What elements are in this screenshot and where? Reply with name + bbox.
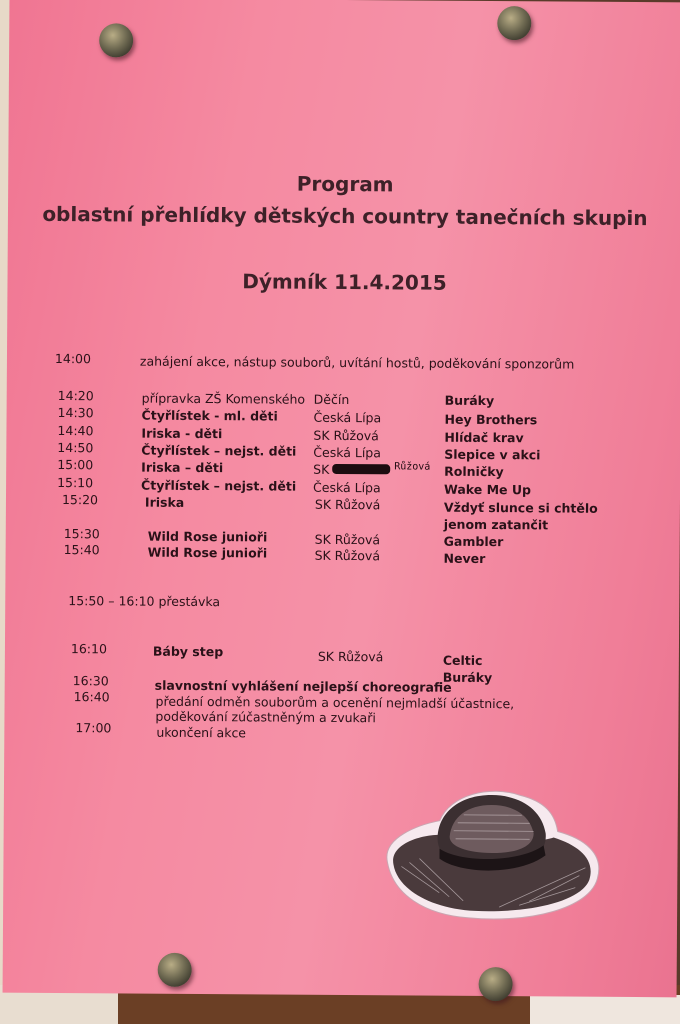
- row-club: Česká Lípa: [313, 444, 381, 461]
- row-time: 14:50: [57, 440, 94, 456]
- poster-subtitle: oblastní přehlídky dětských country tanečních skupin: [42, 201, 648, 231]
- row-club: SK Růžová: [313, 427, 379, 444]
- row-dance: Wake Me Up: [444, 481, 532, 498]
- row-club: Česká Lípa: [313, 479, 381, 496]
- handwritten-note: Růžová: [394, 461, 431, 473]
- row-group: Iriska - děti: [141, 425, 223, 442]
- row-time: 15:10: [57, 475, 94, 491]
- row-time: 14:30: [57, 405, 94, 421]
- pushpin-icon: [158, 953, 192, 987]
- row-group: Báby step: [152, 643, 224, 660]
- row-dance: Hlídač krav: [444, 429, 524, 446]
- closing-time: 16:30: [72, 673, 109, 689]
- row-club: SK Růžová: [314, 547, 381, 564]
- closing-time: 17:00: [75, 720, 112, 736]
- row-club: SK Růžová: [314, 531, 381, 548]
- row-group: Wild Rose junioři: [147, 528, 268, 545]
- opening-time: 14:00: [54, 350, 92, 367]
- row-group: Čtyřlístek – nejst. děti: [141, 442, 297, 459]
- row-time: 15:30: [63, 526, 100, 542]
- row-dance: Rolničky: [444, 463, 504, 480]
- row-time: 14:40: [57, 423, 94, 439]
- row-dance: Hey Brothers: [444, 411, 538, 428]
- row-group: Iriska: [144, 494, 185, 510]
- row-dance: Slepice v akci: [444, 446, 541, 463]
- row-group: Wild Rose junioři: [147, 544, 268, 561]
- pushpin-icon: [478, 967, 512, 1001]
- row-time: 16:10: [70, 641, 108, 657]
- row-dance: Vždyť slunce si chtělo: [443, 499, 598, 516]
- pushpin-icon: [99, 23, 133, 57]
- pushpin-icon: [497, 6, 531, 40]
- opening-text: zahájení akce, nástup souborů, uvítání hostů, poděkování sponzorům: [139, 353, 575, 372]
- poster-title: Program: [296, 171, 394, 197]
- redaction-mark: [332, 464, 390, 474]
- row-club: Děčín: [313, 391, 350, 408]
- closing-text: ukončení akce: [156, 724, 247, 741]
- row-group: Čtyřlístek – nejst. děti: [141, 477, 297, 494]
- row-dance: Celtic: [442, 652, 483, 668]
- program-poster: [3, 0, 680, 997]
- closing-time: 16:40: [73, 689, 110, 705]
- row-club: SK: [313, 461, 330, 477]
- row-club: SK Růžová: [317, 648, 384, 665]
- row-group: přípravka ZŠ Komenského: [141, 390, 306, 407]
- closing-text: předání odměn souborům a ocenění nejmladší účastnice,: [155, 693, 515, 712]
- row-dance: Buráky: [444, 392, 495, 409]
- row-dance-continued: jenom zatančit: [443, 516, 549, 533]
- row-time: 15:20: [61, 492, 99, 508]
- cowboy-hat-icon: [379, 782, 606, 930]
- row-dance: Buráky: [442, 669, 493, 686]
- break-line: 15:50 – 16:10 přestávka: [68, 593, 221, 610]
- wall: [530, 995, 680, 1024]
- row-club: SK Růžová: [314, 496, 381, 513]
- row-time: 15:40: [63, 542, 100, 558]
- event-place-date: Dýmník 11.4.2015: [242, 269, 447, 295]
- row-dance: Never: [443, 550, 486, 566]
- closing-text: slavnostní vyhlášení nejlepší choreografie: [154, 677, 452, 695]
- row-time: 15:00: [57, 457, 94, 473]
- row-group: Iriska – děti: [141, 459, 224, 476]
- closing-text-continued: poděkování zúčastněným a zvukaři: [155, 708, 376, 726]
- row-group: Čtyřlístek - ml. děti: [141, 407, 278, 424]
- row-time: 14:20: [57, 388, 94, 404]
- row-dance: Gambler: [443, 533, 504, 550]
- row-club: Česká Lípa: [313, 409, 382, 426]
